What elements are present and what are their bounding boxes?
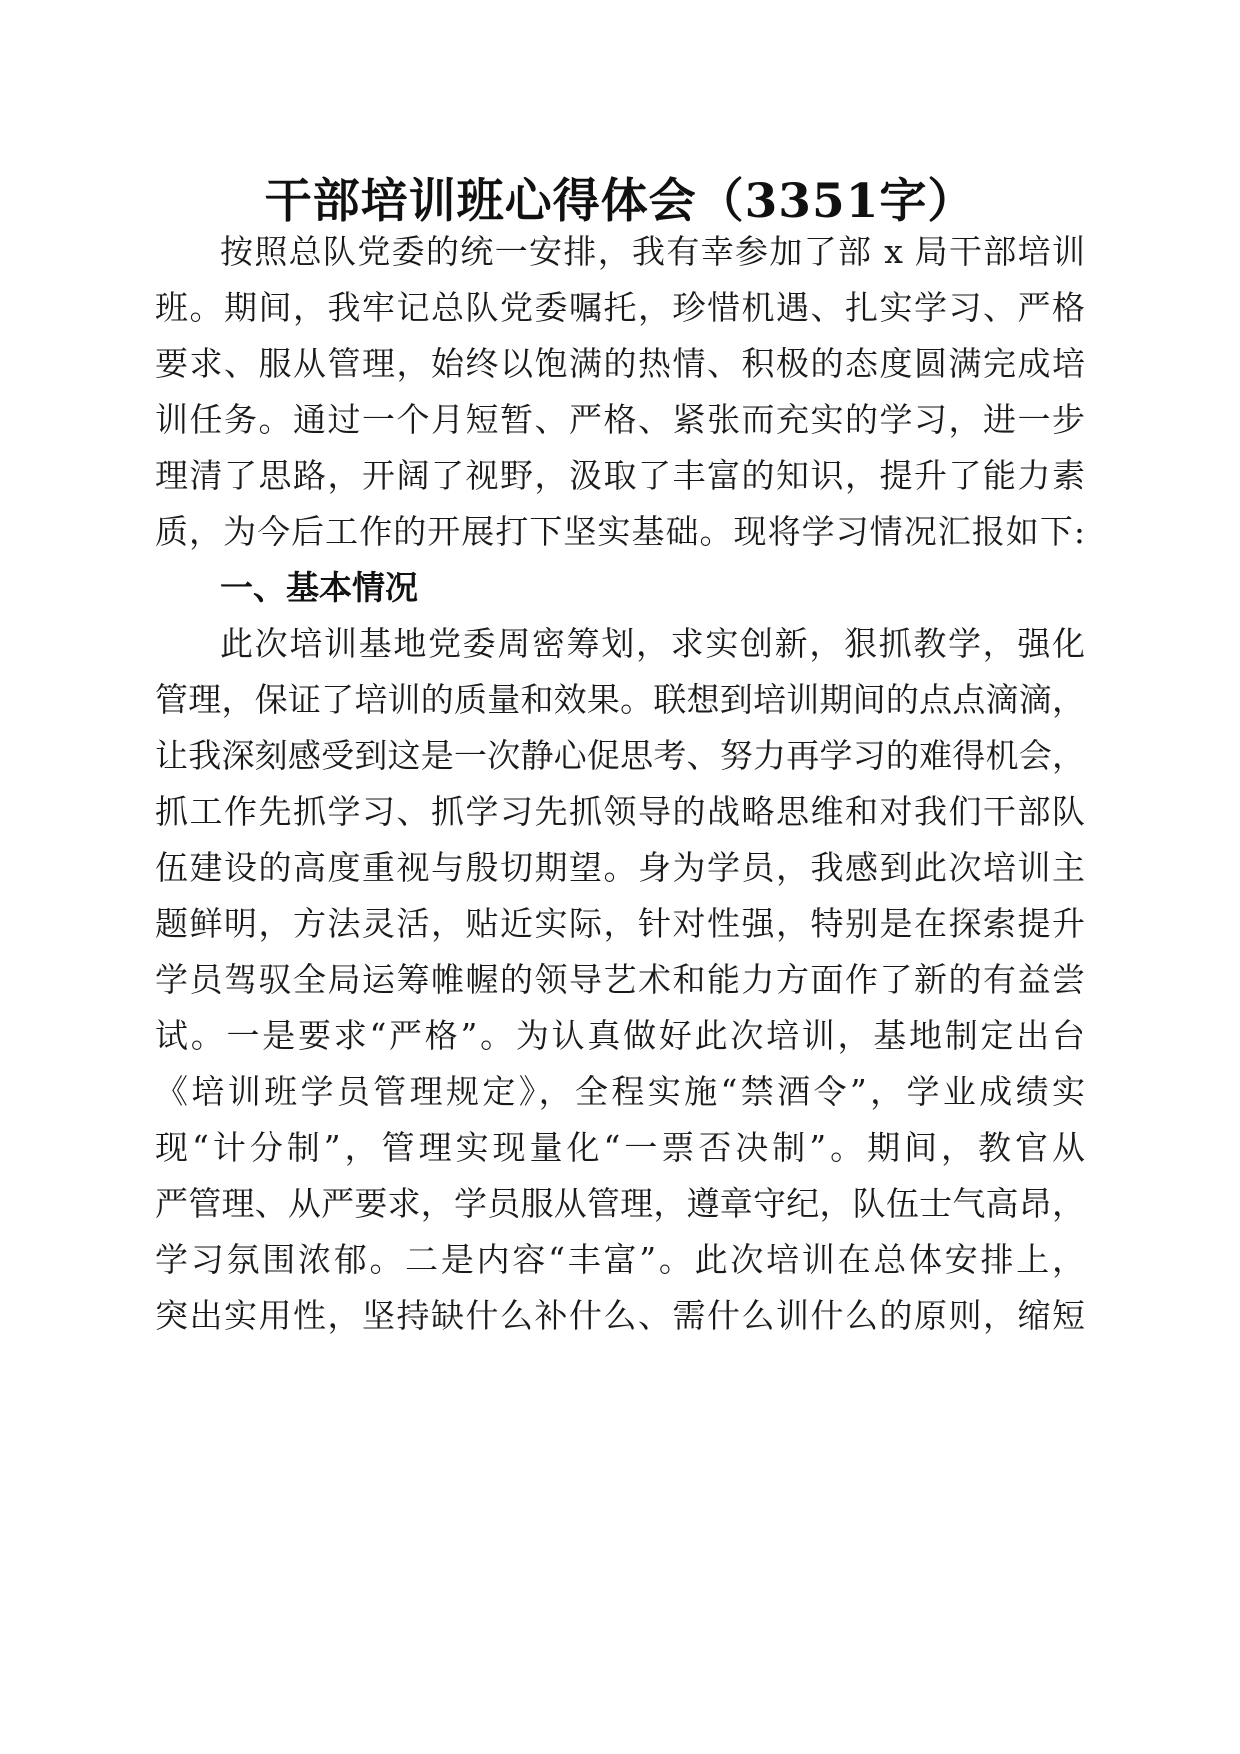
document-title: 干部培训班心得体会（3351字） (264, 174, 976, 229)
paragraph-1-line-3: 要求、服从管理，始终以饱满的热情、积极的态度圆满完成培 (155, 344, 1085, 383)
paragraph-1-line-5: 理清了思路，开阔了视野，汲取了丰富的知识，提升了能力素 (155, 456, 1085, 495)
paragraph-2-line-11: 严管理、从严要求，学员服从管理，遵章守纪，队伍士气高昂， (155, 1184, 1085, 1223)
paragraph-2-line-13: 突出实用性，坚持缺什么补什么、需什么训什么的原则，缩短 (155, 1296, 1085, 1335)
paragraph-2-line-6: 题鲜明，方法灵活，贴近实际，针对性强，特别是在探索提升 (155, 904, 1085, 943)
paragraph-2-line-9: 《培训班学员管理规定》，全程实施“禁酒令”，学业成绩实 (155, 1072, 1085, 1111)
paragraph-2-line-3: 让我深刻感受到这是一次静心促思考、努力再学习的难得机会， (155, 736, 1085, 775)
paragraph-2-line-7: 学员驾驭全局运筹帷幄的领导艺术和能力方面作了新的有益尝 (155, 960, 1085, 999)
section-heading: 一、基本情况 (220, 568, 418, 607)
paragraph-1-line-2: 班。期间，我牢记总队党委嘱托，珍惜机遇、扎实学习、严格 (155, 288, 1085, 327)
paragraph-2-line-8: 试。一是要求“严格”。为认真做好此次培训，基地制定出台 (155, 1016, 1085, 1055)
paragraph-2-line-5: 伍建设的高度重视与殷切期望。身为学员，我感到此次培训主 (155, 848, 1085, 887)
paragraph-1-line-4: 训任务。通过一个月短暂、严格、紧张而充实的学习，进一步 (155, 400, 1085, 439)
paragraph-2-line-2: 管理，保证了培训的质量和效果。联想到培训期间的点点滴滴， (155, 680, 1085, 719)
paragraph-1-line-6: 质，为今后工作的开展打下坚实基础。现将学习情况汇报如下: (155, 512, 1085, 551)
paragraph-2-line-12: 学习氛围浓郁。二是内容“丰富”。此次培训在总体安排上， (155, 1240, 1085, 1279)
paragraph-2-line-1: 此次培训基地党委周密筹划，求实创新，狠抓教学，强化 (220, 624, 1085, 663)
paragraph-2-line-10: 现“计分制”，管理实现量化“一票否决制”。期间，教官从 (155, 1128, 1085, 1167)
paragraph-2-line-4: 抓工作先抓学习、抓学习先抓领导的战略思维和对我们干部队 (155, 792, 1085, 831)
paragraph-1-line-1: 按照总队党委的统一安排，我有幸参加了部 x 局干部培训 (220, 232, 1085, 271)
